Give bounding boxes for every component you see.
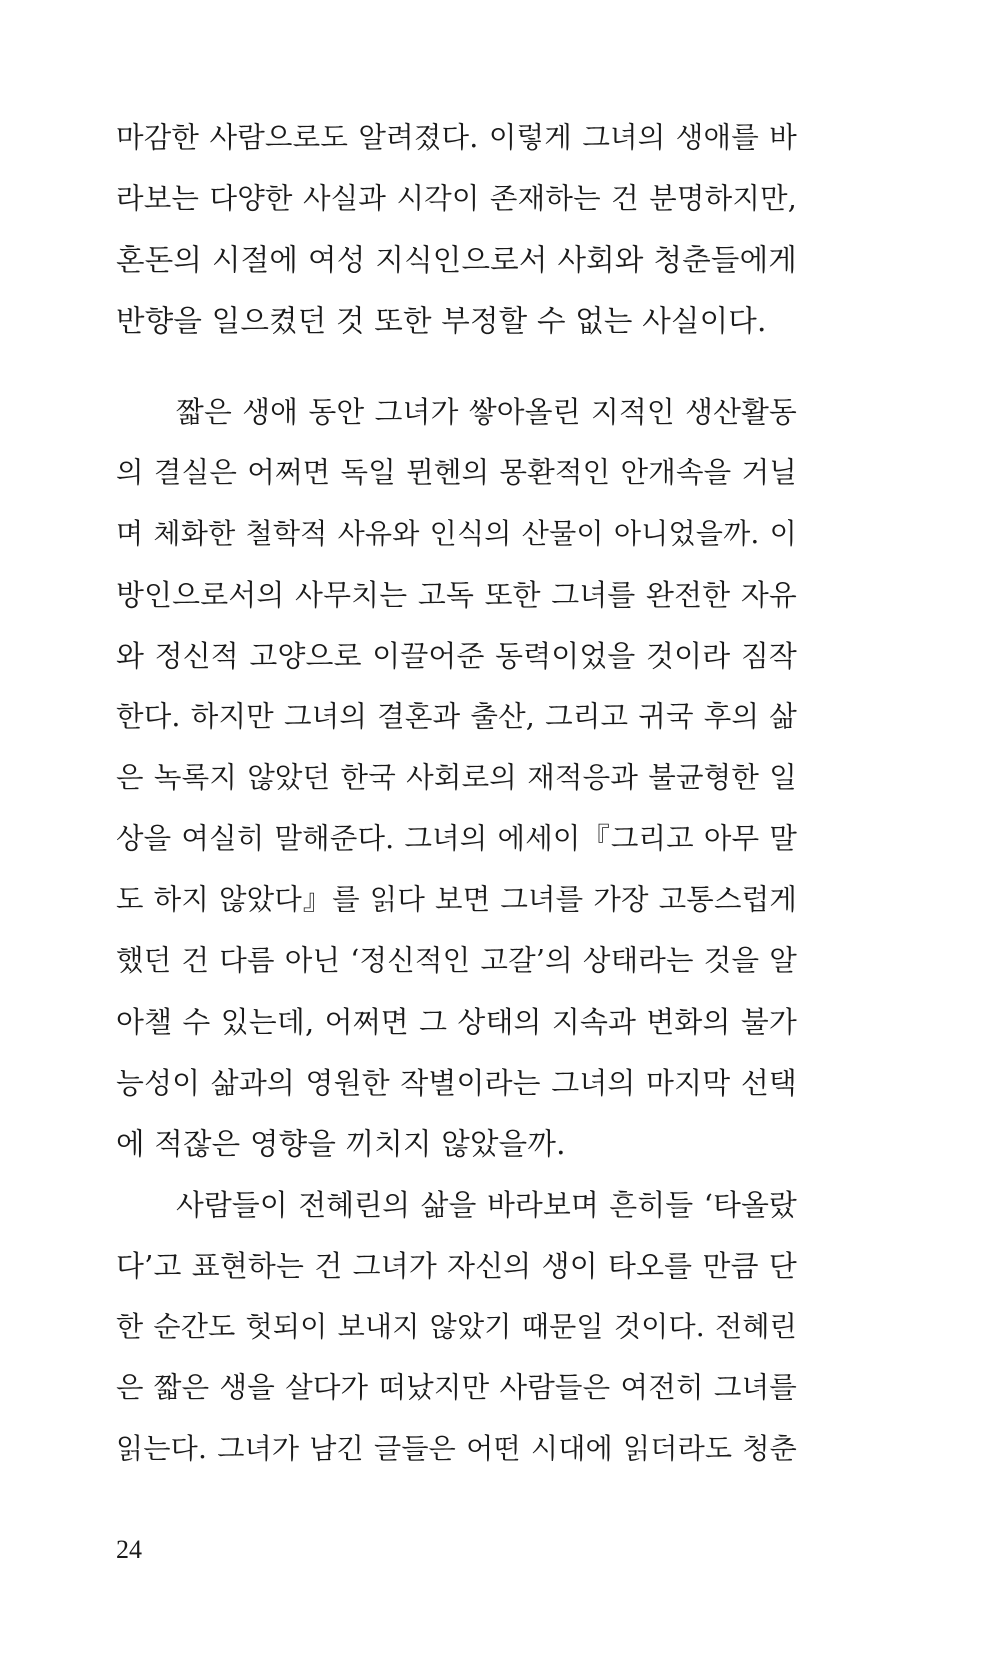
text-line: 읽는다. 그녀가 남긴 글들은 어떤 시대에 읽더라도 청춘 — [116, 1432, 797, 1465]
text-line: 며 체화한 철학적 사유와 인식의 산물이 아니었을까. 이 — [116, 517, 797, 550]
text-line: 도 하지 않았다』를 읽다 보면 그녀를 가장 고통스럽게 — [116, 883, 797, 916]
text-line: 혼돈의 시절에 여성 지식인으로서 사회와 청춘들에게 — [116, 243, 797, 277]
text-line: 한다. 하지만 그녀의 결혼과 출산, 그리고 귀국 후의 삶 — [116, 700, 797, 733]
text-line: 은 녹록지 않았던 한국 사회로의 재적응과 불균형한 일 — [116, 761, 797, 794]
text-line: 짧은 생애 동안 그녀가 쌓아올린 지적인 생산활동 — [176, 395, 797, 429]
text-line: 상을 여실히 말해준다. 그녀의 에세이『그리고 아무 말 — [116, 822, 797, 855]
text-line: 한 순간도 헛되이 보내지 않았기 때문일 것이다. 전혜린 — [116, 1310, 797, 1343]
text-line: 능성이 삶과의 영원한 작별이라는 그녀의 마지막 선택 — [116, 1066, 797, 1100]
page-number: 24 — [116, 1535, 142, 1564]
text-line: 와 정신적 고양으로 이끌어준 동력이었을 것이라 짐작 — [116, 639, 797, 673]
text-line: 의 결실은 어쩌면 독일 뮌헨의 몽환적인 안개속을 거닐 — [116, 456, 797, 489]
text-line: 은 짧은 생을 살다가 떠났지만 사람들은 여전히 그녀를 — [116, 1371, 797, 1404]
text-line: 방인으로서의 사무치는 고독 또한 그녀를 완전한 자유 — [116, 578, 797, 612]
text-line: 사람들이 전혜린의 삶을 바라보며 흔히들 ‘타올랐 — [176, 1188, 797, 1222]
text-line: 했던 건 다름 아닌 ‘정신적인 고갈’의 상태라는 것을 알 — [116, 944, 797, 977]
text-line: 아챌 수 있는데, 어쩌면 그 상태의 지속과 변화의 불가 — [116, 1005, 797, 1039]
text-line: 다’고 표현하는 건 그녀가 자신의 생이 타오를 만큼 단 — [116, 1249, 797, 1283]
text-line: 마감한 사람으로도 알려졌다. 이렇게 그녀의 생애를 바 — [116, 121, 797, 154]
text-line: 반향을 일으켰던 것 또한 부정할 수 없는 사실이다. — [116, 304, 767, 338]
text-line: 에 적잖은 영향을 끼치지 않았을까. — [116, 1127, 566, 1161]
text-line: 라보는 다양한 사실과 시각이 존재하는 건 분명하지만, — [116, 182, 797, 215]
